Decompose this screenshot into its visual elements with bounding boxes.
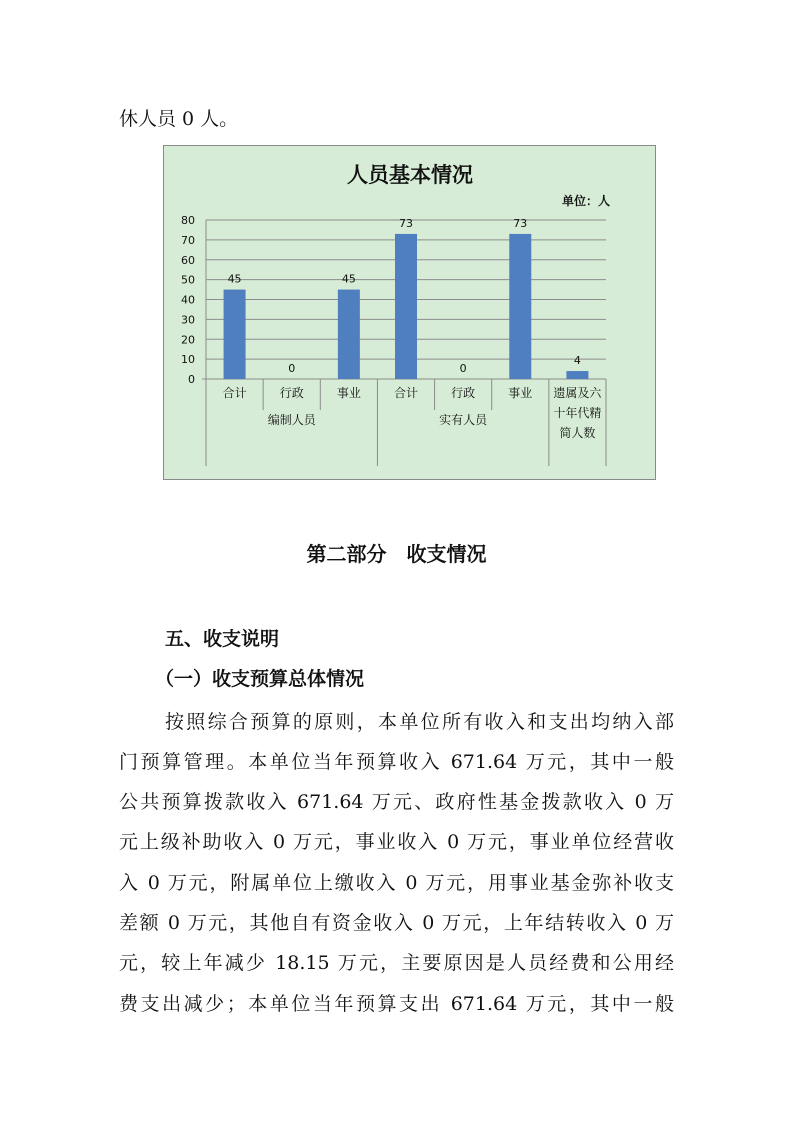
y-tick-label: 80 [181, 214, 195, 227]
paragraph-line: 按照综合预算的原则，本单位所有收入和支出均纳入部 [165, 711, 674, 733]
bar [395, 234, 417, 379]
y-tick-label: 40 [181, 293, 195, 307]
chart-unit-label: 单位：人 [561, 194, 610, 208]
data-label: 73 [513, 216, 528, 230]
group-label: 编制人员 [267, 413, 316, 427]
group-label: 实有人员 [439, 413, 488, 427]
y-tick-label: 70 [181, 233, 195, 247]
category-label: 合计 [393, 386, 419, 400]
category-label: 简人数 [559, 426, 596, 440]
paragraph-line: 元，较上年减少 18.15 万元，主要原因是人员经费和公用经 [119, 952, 674, 974]
category-label: 行政 [451, 386, 476, 400]
data-label: 45 [341, 272, 356, 286]
category-label: 行政 [279, 386, 304, 400]
data-label: 45 [227, 272, 242, 286]
y-tick-label: 60 [181, 253, 195, 267]
part-heading: 第二部分 收支情况 [306, 542, 487, 566]
y-tick-label: 0 [188, 373, 195, 386]
bar [338, 290, 360, 379]
bar [566, 371, 588, 379]
chart-title: 人员基本情况 [347, 163, 473, 187]
category-label: 十年代精 [553, 406, 602, 420]
category-label: 事业 [336, 386, 361, 400]
data-label: 0 [288, 362, 296, 375]
data-label: 73 [399, 216, 413, 230]
category-label: 遗属及六 [553, 386, 602, 400]
paragraph-line: 公共预算拨款收入 671.64 万元、政府性基金拨款收入 0 万 [119, 791, 674, 813]
data-label: 4 [573, 354, 581, 368]
paragraph-line: 入 0 万元，附属单位上缴收入 0 万元，用事业基金弥补收支 [119, 872, 674, 894]
chart-canvas [164, 146, 655, 479]
paragraph-line: 元上级补助收入 0 万元，事业收入 0 万元，事业单位经营收 [119, 831, 674, 853]
category-label: 事业 [508, 386, 533, 400]
y-tick-label: 20 [181, 333, 195, 347]
section-heading: 五、收支说明 [165, 628, 280, 650]
data-label: 0 [459, 362, 467, 375]
bar [509, 234, 531, 379]
intro-line: 休人员 0 人。 [119, 108, 239, 130]
y-tick-label: 30 [181, 313, 195, 327]
category-label: 合计 [222, 386, 247, 400]
paragraph-line: 差额 0 万元，其他自有资金收入 0 万元，上年结转收入 0 万 [119, 912, 674, 934]
personnel-chart [163, 145, 656, 480]
bar [224, 290, 246, 379]
y-tick-label: 10 [181, 353, 195, 367]
paragraph-line: 门预算管理。本单位当年预算收入 671.64 万元，其中一般 [119, 751, 674, 773]
paragraph-line: 费支出减少；本单位当年预算支出 671.64 万元，其中一般 [119, 993, 674, 1015]
subsection-heading: （一）收支预算总体情况 [155, 668, 365, 690]
y-tick-label: 50 [181, 273, 195, 287]
